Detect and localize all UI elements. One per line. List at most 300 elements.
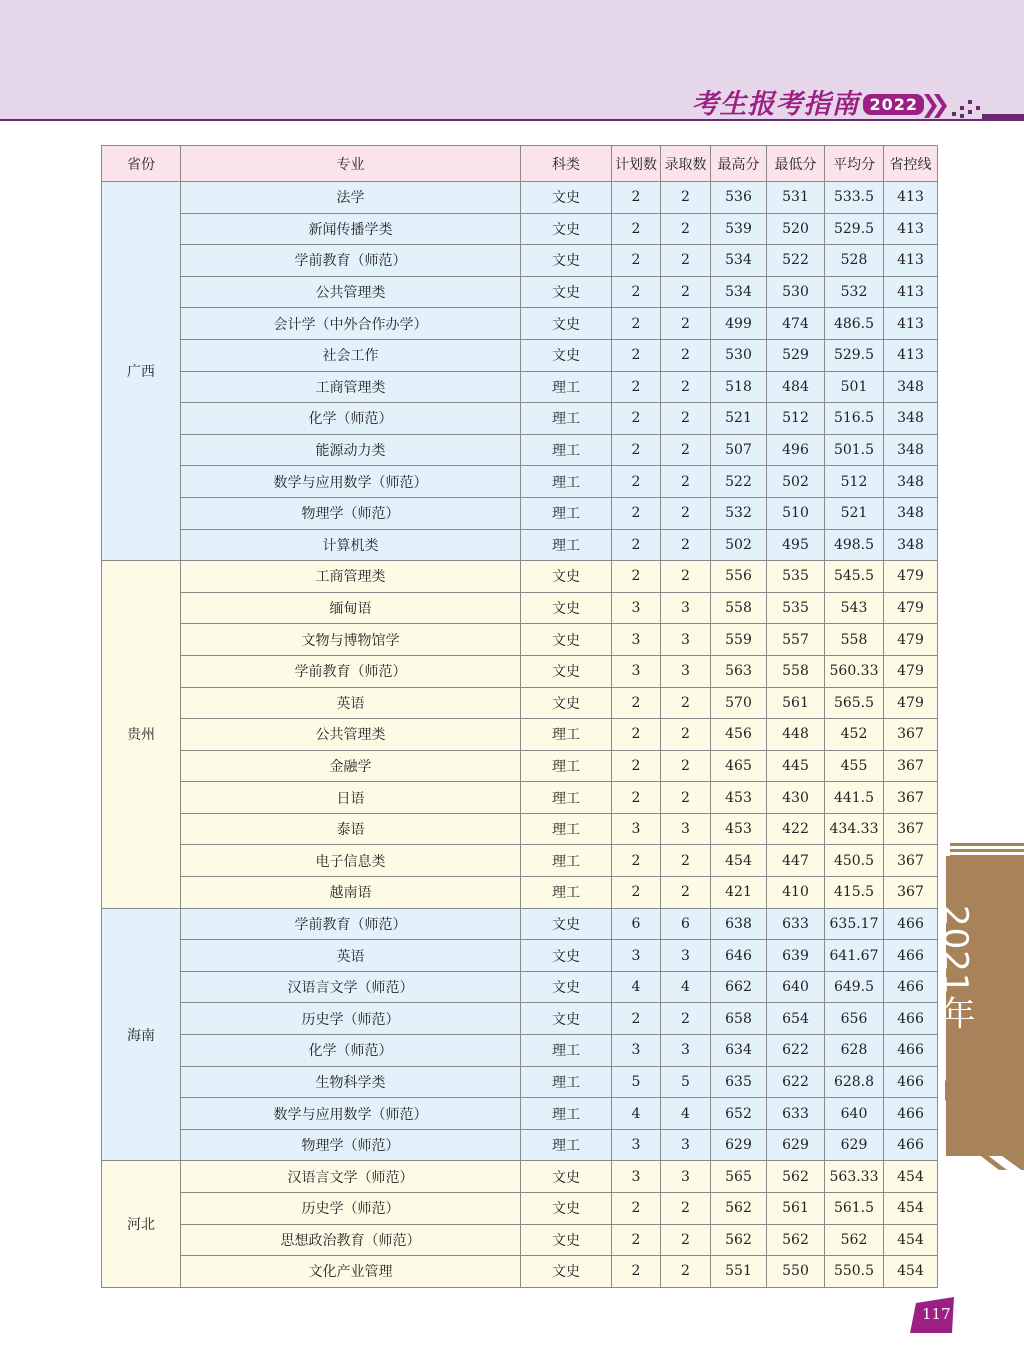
plan-count-cell: 2 <box>612 308 661 340</box>
max-score-cell: 558 <box>711 592 767 624</box>
max-score-cell: 562 <box>711 1193 767 1225</box>
plan-count-cell: 2 <box>612 877 661 909</box>
control-line-cell: 367 <box>884 813 938 845</box>
category-cell: 文史 <box>521 908 612 940</box>
plan-count-cell: 6 <box>612 908 661 940</box>
table-header-row <box>102 146 938 182</box>
major-cell: 学前教育（师范） <box>181 655 521 687</box>
max-score-cell: 534 <box>711 276 767 308</box>
min-score-cell: 495 <box>767 529 825 561</box>
admitted-count-cell: 2 <box>661 339 711 371</box>
avg-score-cell: 635.17 <box>825 908 884 940</box>
category-cell: 文史 <box>521 1256 612 1288</box>
table-row <box>102 308 938 340</box>
admitted-count-cell: 5 <box>661 1066 711 1098</box>
category-cell: 文史 <box>521 940 612 972</box>
plan-count-cell: 2 <box>612 339 661 371</box>
plan-count-cell: 2 <box>612 182 661 214</box>
col-header-plan: 计划数 <box>612 146 661 182</box>
control-line-cell: 367 <box>884 782 938 814</box>
max-score-cell: 465 <box>711 750 767 782</box>
table-row <box>102 1035 938 1067</box>
admitted-count-cell: 2 <box>661 403 711 435</box>
table-row <box>102 529 938 561</box>
admitted-count-cell: 3 <box>661 813 711 845</box>
max-score-cell: 652 <box>711 1098 767 1130</box>
table-row <box>102 1193 938 1225</box>
admitted-count-cell: 2 <box>661 308 711 340</box>
plan-count-cell: 3 <box>612 1035 661 1067</box>
control-line-cell: 466 <box>884 1098 938 1130</box>
major-cell: 生物科学类 <box>181 1066 521 1098</box>
avg-score-cell: 628 <box>825 1035 884 1067</box>
min-score-cell: 622 <box>767 1066 825 1098</box>
category-cell: 理工 <box>521 371 612 403</box>
major-cell: 物理学（师范） <box>181 497 521 529</box>
category-cell: 理工 <box>521 434 612 466</box>
plan-count-cell: 2 <box>612 1193 661 1225</box>
category-cell: 文史 <box>521 655 612 687</box>
major-cell: 英语 <box>181 687 521 719</box>
avg-score-cell: 415.5 <box>825 877 884 909</box>
chevron-decoration-icon <box>924 92 1024 122</box>
min-score-cell: 550 <box>767 1256 825 1288</box>
control-line-cell: 348 <box>884 497 938 529</box>
avg-score-cell: 628.8 <box>825 1066 884 1098</box>
admitted-count-cell: 2 <box>661 750 711 782</box>
min-score-cell: 629 <box>767 1129 825 1161</box>
avg-score-cell: 498.5 <box>825 529 884 561</box>
plan-count-cell: 2 <box>612 1256 661 1288</box>
col-header-admitted: 录取数 <box>661 146 711 182</box>
major-cell: 法学 <box>181 182 521 214</box>
category-cell: 理工 <box>521 719 612 751</box>
category-cell: 文史 <box>521 182 612 214</box>
control-line-cell: 348 <box>884 466 938 498</box>
avg-score-cell: 656 <box>825 1003 884 1035</box>
admitted-count-cell: 2 <box>661 182 711 214</box>
category-cell: 文史 <box>521 624 612 656</box>
avg-score-cell: 441.5 <box>825 782 884 814</box>
col-header-category: 科类 <box>521 146 612 182</box>
avg-score-cell: 560.33 <box>825 655 884 687</box>
major-cell: 数学与应用数学（师范） <box>181 1098 521 1130</box>
min-score-cell: 502 <box>767 466 825 498</box>
avg-score-cell: 528 <box>825 245 884 277</box>
admitted-count-cell: 2 <box>661 245 711 277</box>
avg-score-cell: 641.67 <box>825 940 884 972</box>
min-score-cell: 557 <box>767 624 825 656</box>
min-score-cell: 530 <box>767 276 825 308</box>
avg-score-cell: 565.5 <box>825 687 884 719</box>
min-score-cell: 558 <box>767 655 825 687</box>
admitted-count-cell: 2 <box>661 687 711 719</box>
plan-count-cell: 2 <box>612 371 661 403</box>
avg-score-cell: 545.5 <box>825 561 884 593</box>
admitted-count-cell: 2 <box>661 371 711 403</box>
avg-score-cell: 516.5 <box>825 403 884 435</box>
max-score-cell: 634 <box>711 1035 767 1067</box>
max-score-cell: 536 <box>711 182 767 214</box>
table-row <box>102 371 938 403</box>
major-cell: 汉语言文学（师范） <box>181 1161 521 1193</box>
avg-score-cell: 452 <box>825 719 884 751</box>
admitted-count-cell: 2 <box>661 561 711 593</box>
max-score-cell: 499 <box>711 308 767 340</box>
plan-count-cell: 2 <box>612 245 661 277</box>
min-score-cell: 522 <box>767 245 825 277</box>
avg-score-cell: 501 <box>825 371 884 403</box>
major-cell: 思想政治教育（师范） <box>181 1224 521 1256</box>
province-cell: 海南 <box>102 908 181 1161</box>
avg-score-cell: 558 <box>825 624 884 656</box>
min-score-cell: 410 <box>767 877 825 909</box>
major-cell: 学前教育（师范） <box>181 908 521 940</box>
control-line-cell: 413 <box>884 182 938 214</box>
avg-score-cell: 450.5 <box>825 845 884 877</box>
plan-count-cell: 4 <box>612 1098 661 1130</box>
plan-count-cell: 2 <box>612 466 661 498</box>
control-line-cell: 466 <box>884 971 938 1003</box>
control-line-cell: 413 <box>884 308 938 340</box>
min-score-cell: 529 <box>767 339 825 371</box>
category-cell: 理工 <box>521 1129 612 1161</box>
admitted-count-cell: 2 <box>661 466 711 498</box>
max-score-cell: 563 <box>711 655 767 687</box>
control-line-cell: 454 <box>884 1224 938 1256</box>
plan-count-cell: 2 <box>612 561 661 593</box>
min-score-cell: 654 <box>767 1003 825 1035</box>
avg-score-cell: 640 <box>825 1098 884 1130</box>
category-cell: 文史 <box>521 245 612 277</box>
control-line-cell: 367 <box>884 719 938 751</box>
admitted-count-cell: 2 <box>661 1193 711 1225</box>
plan-count-cell: 3 <box>612 813 661 845</box>
category-cell: 文史 <box>521 561 612 593</box>
admitted-count-cell: 3 <box>661 1035 711 1067</box>
major-cell: 能源动力类 <box>181 434 521 466</box>
max-score-cell: 521 <box>711 403 767 435</box>
category-cell: 文史 <box>521 971 612 1003</box>
max-score-cell: 532 <box>711 497 767 529</box>
table-row <box>102 687 938 719</box>
avg-score-cell: 501.5 <box>825 434 884 466</box>
control-line-cell: 466 <box>884 908 938 940</box>
admitted-count-cell: 2 <box>661 1003 711 1035</box>
major-cell: 公共管理类 <box>181 276 521 308</box>
control-line-cell: 466 <box>884 1066 938 1098</box>
category-cell: 理工 <box>521 403 612 435</box>
min-score-cell: 639 <box>767 940 825 972</box>
avg-score-cell: 543 <box>825 592 884 624</box>
avg-score-cell: 529.5 <box>825 339 884 371</box>
avg-score-cell: 532 <box>825 276 884 308</box>
max-score-cell: 421 <box>711 877 767 909</box>
major-cell: 历史学（师范） <box>181 1193 521 1225</box>
min-score-cell: 622 <box>767 1035 825 1067</box>
admitted-count-cell: 3 <box>661 655 711 687</box>
header-title-text: 考生报考指南 <box>691 89 860 120</box>
admitted-count-cell: 2 <box>661 434 711 466</box>
province-cell: 广西 <box>102 182 181 561</box>
table-row <box>102 750 938 782</box>
plan-count-cell: 5 <box>612 1066 661 1098</box>
min-score-cell: 633 <box>767 1098 825 1130</box>
side-diagonal-stripes-icon <box>945 1080 1024 1170</box>
control-line-cell: 466 <box>884 1129 938 1161</box>
admitted-count-cell: 6 <box>661 908 711 940</box>
table-body <box>102 182 938 1288</box>
col-header-control-line: 省控线 <box>884 146 938 182</box>
admitted-count-cell: 2 <box>661 1256 711 1288</box>
min-score-cell: 448 <box>767 719 825 751</box>
control-line-cell: 348 <box>884 529 938 561</box>
max-score-cell: 534 <box>711 245 767 277</box>
control-line-cell: 367 <box>884 750 938 782</box>
min-score-cell: 422 <box>767 813 825 845</box>
category-cell: 理工 <box>521 1066 612 1098</box>
major-cell: 物理学（师范） <box>181 1129 521 1161</box>
major-cell: 泰语 <box>181 813 521 845</box>
year-side-label: 2021年 <box>935 905 975 1031</box>
control-line-cell: 348 <box>884 434 938 466</box>
header-year-badge: 2022 <box>863 94 924 115</box>
min-score-cell: 520 <box>767 213 825 245</box>
table-row <box>102 624 938 656</box>
min-score-cell: 561 <box>767 1193 825 1225</box>
max-score-cell: 551 <box>711 1256 767 1288</box>
major-cell: 社会工作 <box>181 339 521 371</box>
category-cell: 理工 <box>521 782 612 814</box>
table-row <box>102 182 938 214</box>
plan-count-cell: 2 <box>612 1224 661 1256</box>
col-header-avg-score: 平均分 <box>825 146 884 182</box>
plan-count-cell: 2 <box>612 750 661 782</box>
table-row <box>102 813 938 845</box>
page-number: 117 <box>922 1305 951 1323</box>
admitted-count-cell: 2 <box>661 497 711 529</box>
table-row <box>102 1129 938 1161</box>
category-cell: 理工 <box>521 497 612 529</box>
table-row <box>102 339 938 371</box>
avg-score-cell: 562 <box>825 1224 884 1256</box>
avg-score-cell: 529.5 <box>825 213 884 245</box>
min-score-cell: 562 <box>767 1161 825 1193</box>
table-row <box>102 845 938 877</box>
plan-count-cell: 2 <box>612 1003 661 1035</box>
min-score-cell: 561 <box>767 687 825 719</box>
table-row <box>102 403 938 435</box>
avg-score-cell: 629 <box>825 1129 884 1161</box>
admitted-count-cell: 4 <box>661 1098 711 1130</box>
plan-count-cell: 4 <box>612 971 661 1003</box>
major-cell: 电子信息类 <box>181 845 521 877</box>
major-cell: 汉语言文学（师范） <box>181 971 521 1003</box>
min-score-cell: 474 <box>767 308 825 340</box>
max-score-cell: 539 <box>711 213 767 245</box>
plan-count-cell: 3 <box>612 940 661 972</box>
major-cell: 公共管理类 <box>181 719 521 751</box>
major-cell: 历史学（师范） <box>181 1003 521 1035</box>
min-score-cell: 496 <box>767 434 825 466</box>
admitted-count-cell: 2 <box>661 719 711 751</box>
max-score-cell: 556 <box>711 561 767 593</box>
major-cell: 计算机类 <box>181 529 521 561</box>
table-row <box>102 592 938 624</box>
major-cell: 缅甸语 <box>181 592 521 624</box>
control-line-cell: 348 <box>884 403 938 435</box>
province-cell: 河北 <box>102 1161 181 1287</box>
header-title <box>691 82 924 121</box>
control-line-cell: 479 <box>884 561 938 593</box>
category-cell: 文史 <box>521 213 612 245</box>
avg-score-cell: 561.5 <box>825 1193 884 1225</box>
category-cell: 理工 <box>521 1035 612 1067</box>
plan-count-cell: 3 <box>612 624 661 656</box>
max-score-cell: 507 <box>711 434 767 466</box>
avg-score-cell: 486.5 <box>825 308 884 340</box>
table-row <box>102 1161 938 1193</box>
col-header-min-score: 最低分 <box>767 146 825 182</box>
control-line-cell: 413 <box>884 339 938 371</box>
control-line-cell: 466 <box>884 1035 938 1067</box>
category-cell: 理工 <box>521 845 612 877</box>
control-line-cell: 367 <box>884 845 938 877</box>
admitted-count-cell: 2 <box>661 845 711 877</box>
category-cell: 文史 <box>521 1224 612 1256</box>
avg-score-cell: 563.33 <box>825 1161 884 1193</box>
category-cell: 理工 <box>521 877 612 909</box>
max-score-cell: 662 <box>711 971 767 1003</box>
control-line-cell: 413 <box>884 245 938 277</box>
max-score-cell: 518 <box>711 371 767 403</box>
admitted-count-cell: 3 <box>661 1129 711 1161</box>
admitted-count-cell: 3 <box>661 1161 711 1193</box>
admission-table <box>101 145 938 1288</box>
min-score-cell: 510 <box>767 497 825 529</box>
table-row <box>102 908 938 940</box>
table-row <box>102 561 938 593</box>
control-line-cell: 413 <box>884 276 938 308</box>
major-cell: 新闻传播学类 <box>181 213 521 245</box>
category-cell: 文史 <box>521 339 612 371</box>
control-line-cell: 454 <box>884 1161 938 1193</box>
control-line-cell: 479 <box>884 592 938 624</box>
major-cell: 化学（师范） <box>181 403 521 435</box>
control-line-cell: 413 <box>884 213 938 245</box>
min-score-cell: 562 <box>767 1224 825 1256</box>
plan-count-cell: 2 <box>612 276 661 308</box>
table-row <box>102 971 938 1003</box>
category-cell: 文史 <box>521 592 612 624</box>
major-cell: 金融学 <box>181 750 521 782</box>
table-row <box>102 276 938 308</box>
col-header-max-score: 最高分 <box>711 146 767 182</box>
control-line-cell: 479 <box>884 687 938 719</box>
max-score-cell: 638 <box>711 908 767 940</box>
max-score-cell: 570 <box>711 687 767 719</box>
max-score-cell: 658 <box>711 1003 767 1035</box>
category-cell: 理工 <box>521 1098 612 1130</box>
admitted-count-cell: 2 <box>661 782 711 814</box>
table-row <box>102 1003 938 1035</box>
min-score-cell: 445 <box>767 750 825 782</box>
control-line-cell: 479 <box>884 655 938 687</box>
table-row <box>102 655 938 687</box>
major-cell: 工商管理类 <box>181 371 521 403</box>
major-cell: 文化产业管理 <box>181 1256 521 1288</box>
plan-count-cell: 2 <box>612 845 661 877</box>
control-line-cell: 367 <box>884 877 938 909</box>
plan-count-cell: 2 <box>612 403 661 435</box>
major-cell: 化学（师范） <box>181 1035 521 1067</box>
max-score-cell: 559 <box>711 624 767 656</box>
min-score-cell: 535 <box>767 592 825 624</box>
plan-count-cell: 2 <box>612 497 661 529</box>
major-cell: 英语 <box>181 940 521 972</box>
major-cell: 会计学（中外合作办学） <box>181 308 521 340</box>
min-score-cell: 633 <box>767 908 825 940</box>
col-header-major: 专业 <box>181 146 521 182</box>
category-cell: 文史 <box>521 1161 612 1193</box>
table-row <box>102 497 938 529</box>
table-row <box>102 245 938 277</box>
avg-score-cell: 550.5 <box>825 1256 884 1288</box>
major-cell: 工商管理类 <box>181 561 521 593</box>
category-cell: 文史 <box>521 1003 612 1035</box>
admitted-count-cell: 2 <box>661 877 711 909</box>
category-cell: 理工 <box>521 529 612 561</box>
avg-score-cell: 649.5 <box>825 971 884 1003</box>
plan-count-cell: 2 <box>612 213 661 245</box>
min-score-cell: 512 <box>767 403 825 435</box>
max-score-cell: 629 <box>711 1129 767 1161</box>
major-cell: 数学与应用数学（师范） <box>181 466 521 498</box>
control-line-cell: 454 <box>884 1256 938 1288</box>
min-score-cell: 640 <box>767 971 825 1003</box>
major-cell: 文物与博物馆学 <box>181 624 521 656</box>
plan-count-cell: 2 <box>612 434 661 466</box>
control-line-cell: 454 <box>884 1193 938 1225</box>
plan-count-cell: 3 <box>612 592 661 624</box>
table-row <box>102 466 938 498</box>
category-cell: 文史 <box>521 687 612 719</box>
category-cell: 文史 <box>521 1193 612 1225</box>
plan-count-cell: 2 <box>612 719 661 751</box>
max-score-cell: 646 <box>711 940 767 972</box>
max-score-cell: 456 <box>711 719 767 751</box>
table-row <box>102 213 938 245</box>
category-cell: 理工 <box>521 813 612 845</box>
min-score-cell: 531 <box>767 182 825 214</box>
max-score-cell: 453 <box>711 782 767 814</box>
table-row <box>102 1224 938 1256</box>
admitted-count-cell: 2 <box>661 213 711 245</box>
control-line-cell: 466 <box>884 940 938 972</box>
plan-count-cell: 2 <box>612 529 661 561</box>
category-cell: 文史 <box>521 308 612 340</box>
admitted-count-cell: 2 <box>661 276 711 308</box>
avg-score-cell: 521 <box>825 497 884 529</box>
side-stripes-icon <box>945 843 1024 865</box>
control-line-cell: 348 <box>884 371 938 403</box>
plan-count-cell: 3 <box>612 1161 661 1193</box>
admitted-count-cell: 3 <box>661 624 711 656</box>
plan-count-cell: 2 <box>612 782 661 814</box>
avg-score-cell: 434.33 <box>825 813 884 845</box>
admitted-count-cell: 3 <box>661 592 711 624</box>
plan-count-cell: 3 <box>612 655 661 687</box>
